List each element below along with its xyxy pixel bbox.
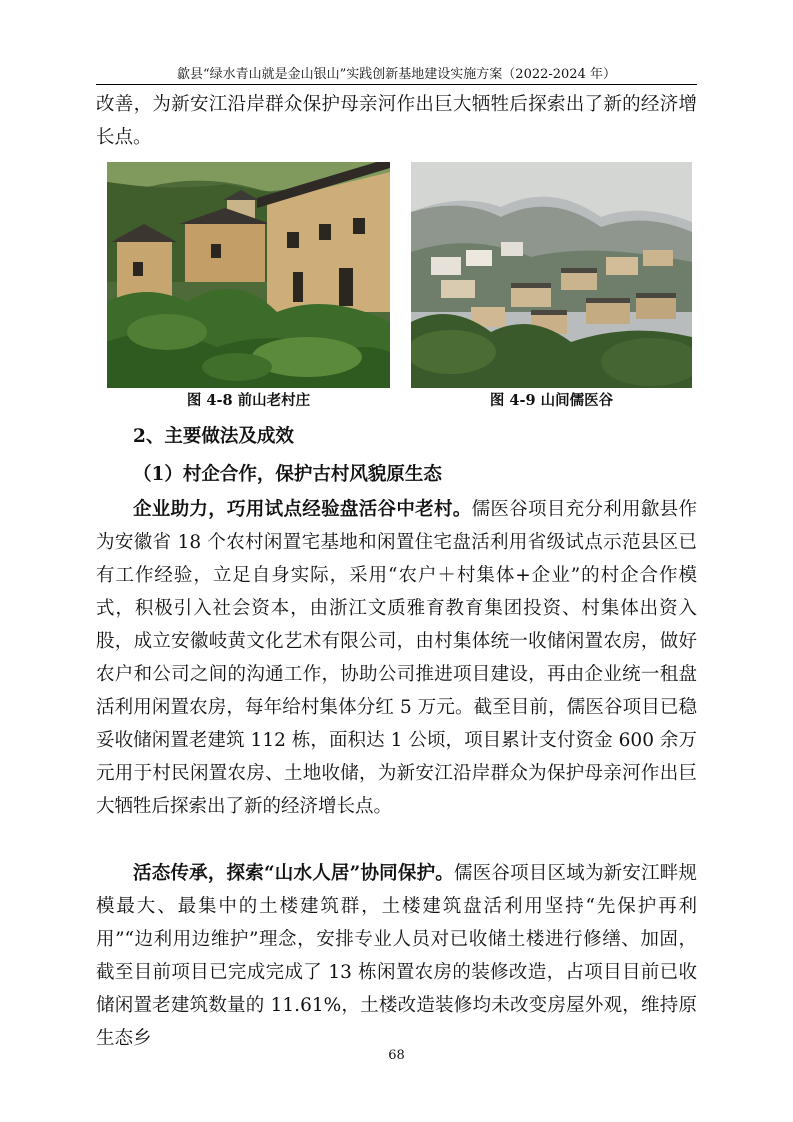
paragraph-1-lead: 企业助力，巧用试点经验盘活谷中老村。 <box>133 499 472 520</box>
page-number: 68 <box>388 1048 405 1063</box>
paragraph-2-body: 儒医谷项目区域为新安江畔规模最大、最集中的土楼建筑群，土楼建筑盘活利用坚持“先保护再利用”“边利用边维护”理念，安排专业人员对已收储土楼进行修缮、加固，截至目前项目已完成完成了 13 栋闲置农房的装修改造，占项目目前已收储闲置老建筑数量的 11.61%，土楼改造装修均未改变房屋外观，维持原生态乡 <box>96 863 697 1049</box>
figure-valley-village-photo <box>411 162 692 388</box>
header-rule <box>96 84 697 85</box>
paragraph-1-body: 儒医谷项目充分利用歙县作为安徽省 18 个农村闲置宅基地和闲置住宅盘活利用省级试点示范县区已有工作经验，立足自身实际，采用“农户＋村集体+企业”的村企合作模式，积极引入社会资本，由浙江文质雅育教育集团投资、村集体出资入股，成立安徽岐黄文化艺术有限公司，由村集体统一收储闲置农房，做好农户和公司之间的沟通工作，协助公司推进项目建设，再由企业统一租盘活利用闲置农房，每年给村集体分红 5 万元。截至目前，儒医谷项目已稳妥收储闲置老建筑 112 栋，面积达 1 公顷，项目累计支付资金 600 余万元用于村民闲置农房、土地收储，为新安江沿岸群众为保护母亲河作出巨大牺牲后探索出了新的经济增长点。 <box>96 499 697 817</box>
figure-4-9-caption: 图 4-9 山间儒医谷 <box>489 392 614 409</box>
section-heading: 2、主要做法及成效 <box>133 426 294 447</box>
running-header: 歙县“绿水青山就是金山银山”实践创新基地建设实施方案（2022-2024 年） <box>177 67 616 82</box>
paragraph-village-enterprise <box>96 493 697 823</box>
figure-4-8-caption: 图 4-8 前山老村庄 <box>186 392 311 409</box>
intro-paragraph: 改善，为新安江沿岸群众保护母亲河作出巨大牺牲后探索出了新的经济增长点。 <box>96 94 697 148</box>
figure-old-village-photo <box>107 162 390 388</box>
paragraph-2-lead: 活态传承，探索“山水人居”协同保护。 <box>133 863 454 884</box>
paragraph-living-heritage <box>96 857 697 1055</box>
subsection-heading: （1）村企合作，保护古村风貌原生态 <box>133 464 442 485</box>
